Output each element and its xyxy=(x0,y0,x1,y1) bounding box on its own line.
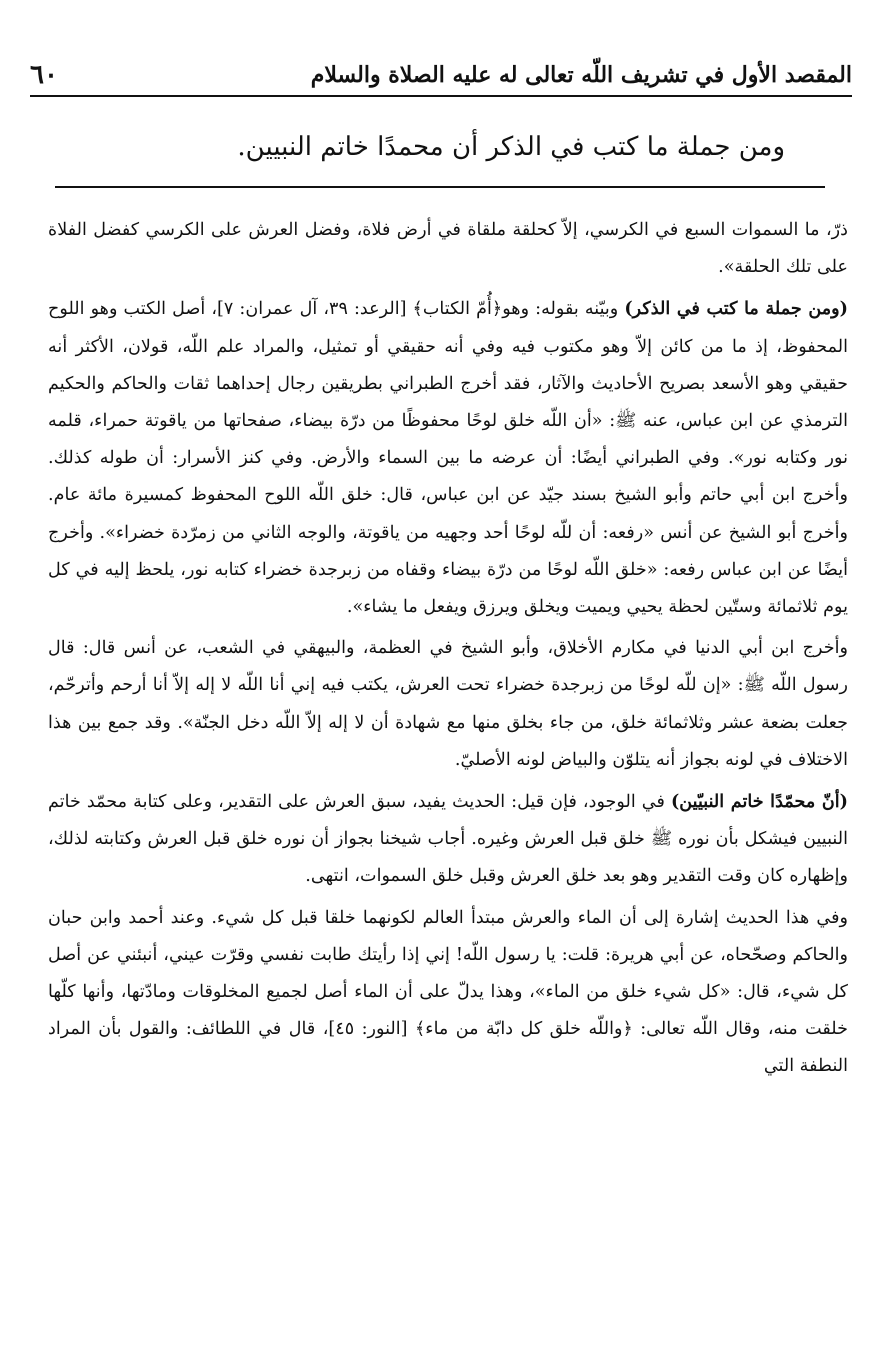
lemma: (أنّ محمّدًا خاتم النبيّين) xyxy=(670,791,848,813)
page-header xyxy=(30,55,852,97)
running-title: المقصد الأول في تشريف اللّه تعالى له عليه الصلاة والسلام xyxy=(310,62,852,88)
commentary xyxy=(48,212,848,1090)
commentary-text: في الوجود، فإن قيل: الحديث يفيد، سبق العرش على التقدير، وعلى كتابة محمّد خاتم النبيين فيشكل بأن نوره ﷺ خلق قبل العرش وغيره. أجاب شيخنا بجواز أن نوره خلق قبل العرش وكتابته لذلك، وإظهاره كان وقت التقدير وهو بعد خلق العرش وقبل خلق السموات، انتهى. xyxy=(48,792,848,887)
commentary-paragraph xyxy=(48,290,848,626)
commentary-text: وفي هذا الحديث إشارة إلى أن الماء والعرش مبتدأ العالم لكونهما خلقا قبل كل شيء. وعند أحمد وابن حبان والحاكم وصحّحاه، عن أبي هريرة: قلت: يا رسول اللّه! إني إذا رأيتك طابت نفسي وقرّت عيني، أنبئني عن أصل كل شيء، قال: «كل شيء خلق من الماء»، وهذا يدلّ على أن الماء أصل لجميع المخلوقات ومادّتها، وأنها كلّها خلقت منه، وقال اللّه تعالى: ﴿واللّه خلق كل دابّة من ماء﴾ [النور: ٤٥]، قال في اللطائف: والقول بأن المراد النطفة التي xyxy=(48,907,848,1077)
commentary-paragraph xyxy=(48,630,848,779)
commentary-text: وأخرج ابن أبي الدنيا في مكارم الأخلاق، وأبو الشيخ في العظمة، والبيهقي في الشعب، عن أنس قال: قال رسول اللّه ﷺ: «إن للّه لوحًا من زبرجدة خضراء تحت العرش، يكتب فيه إني أنا اللّه لا إله إلاّ أنا أرحم وأترحّم، جعلت بضعة عشر وثلاثمائة خلق، من جاء بخلق منها مع شهادة أن لا إله إلاّ اللّه دخل الجنّة». وقد جمع بين هذا الاختلاف في لونه بجواز أنه يتلوّن والبياض لونه الأصليّ. xyxy=(48,638,848,770)
commentary-paragraph xyxy=(48,212,848,286)
commentary-text: ذرّ، ما السموات السبع في الكرسي، إلاّ كحلقة ملقاة في أرض فلاة، وفضل العرش على الكرسي كفضل الفلاة على تلك الحلقة». xyxy=(48,220,848,278)
page-number: ٦٠ xyxy=(30,60,58,90)
separator-rule xyxy=(55,186,825,188)
commentary-paragraph xyxy=(48,900,848,1086)
commentary-text: وبيّنه بقوله: وهو﴿أُمّ الكتاب﴾ [الرعد: ٣٩، آل عمران: ٧]، أصل الكتب وهو اللوح المحفوظ، إذ ما من كائن إلاّ وهو مكتوب فيه وفي أنه حقيقي أو تمثيل، والمراد علم اللّه، قولان، الأكثر أنه حقيقي وهو الأسعد بصريح الأحاديث والآثار، فقد أخرج الطبراني بطريقين رجال إحداهما ثقات والحاكم والحكيم الترمذي عن ابن عباس، عنه ﷺ: «أن اللّه خلق لوحًا محفوظًا من درّة بيضاء، صفحاتها من ياقوتة حمراء، قلمه نور وكتابه نور». وفي الطبراني أيضًا: أن عرضه ما بين السماء والأرض. وفي كنز الأسرار: أن طوله كذلك. وأخرج ابن أبي حاتم وأبو الشيخ بسند جيّد عن ابن عباس، قال: خلق اللّه اللوح المحفوظ كمسيرة مائة عام. وأخرج أبو الشيخ عن أنس «رفعه: أن للّه لوحًا أحد وجهيه من ياقوتة، والوجه الثاني من زمرّدة خضراء». وأخرج أيضًا عن ابن عباس رفعه: «خلق اللّه لوحًا من درّة بيضاء وقفاه من زبرجدة خضراء كتابه نور، يلحظ إليه في كل يوم ثلاثمائة وستّين لحظة يحيي ويميت ويخلق ويرزق ويفعل ما يشاء». xyxy=(48,299,848,618)
main-text: ومن جملة ما كتب في الذكر أن محمدًا خاتم النبيين. xyxy=(237,132,785,162)
lemma: (ومن جملة ما كتب في الذكر) xyxy=(624,298,849,320)
commentary-paragraph xyxy=(48,783,848,896)
